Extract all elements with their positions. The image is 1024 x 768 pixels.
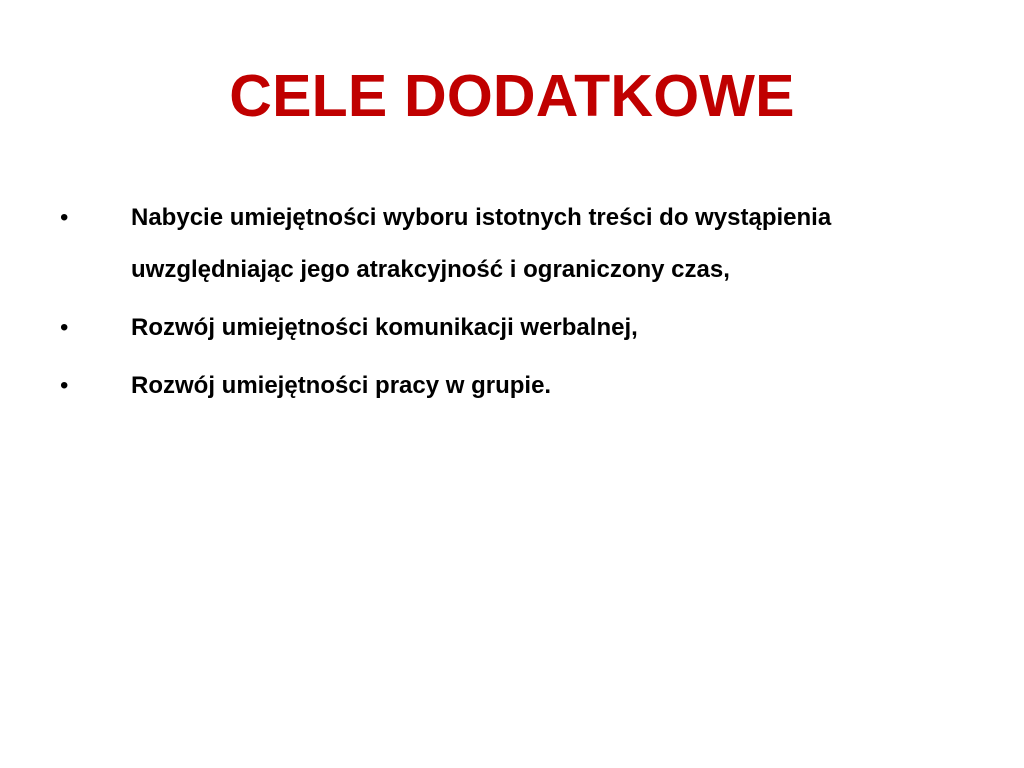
- bullet-item: [0, 302, 1024, 354]
- slide-title: CELE DODATKOWE: [229, 63, 795, 129]
- bullet-item: [0, 192, 1024, 296]
- bullet-item: [0, 360, 1024, 412]
- bullet-list: [0, 192, 1024, 418]
- bullet-text: Rozwój umiejętności pracy w grupie.: [131, 372, 552, 399]
- bullet-text-line: uwzględniając jego atrakcyjność i ograniczony czas,: [131, 256, 730, 283]
- bullet-text: [131, 192, 981, 296]
- bullet-dot-icon: •: [60, 314, 69, 341]
- bullet-text-line: Nabycie umiejętności wyboru istotnych treści do wystąpienia: [131, 204, 832, 231]
- bullet-text: Rozwój umiejętności komunikacji werbalnej,: [131, 314, 638, 341]
- bullet-dot-icon: •: [60, 372, 69, 399]
- bullet-dot-icon: •: [60, 204, 69, 231]
